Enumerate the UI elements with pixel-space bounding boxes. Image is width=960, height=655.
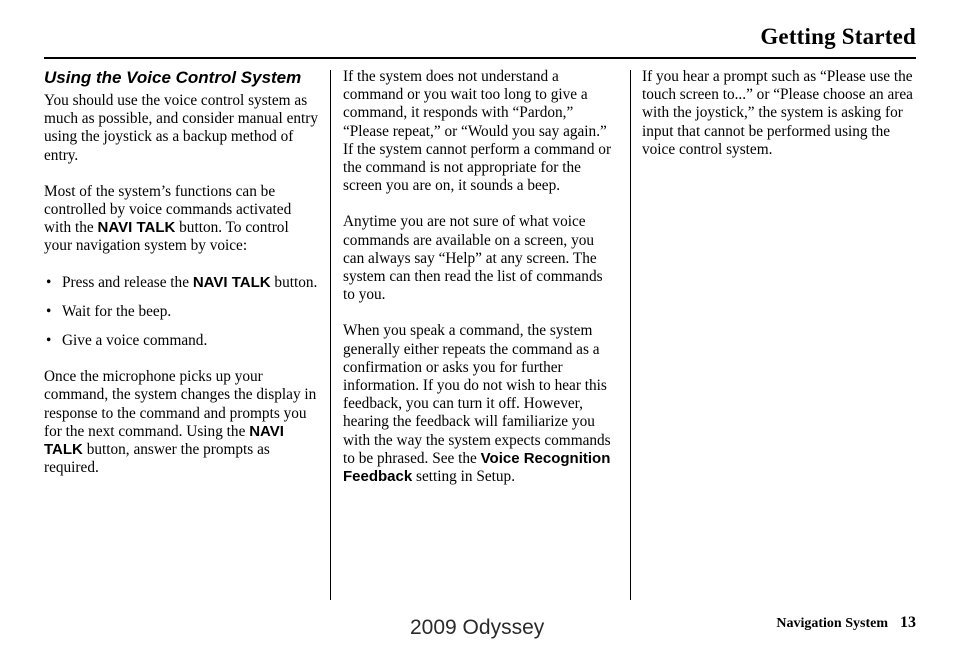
voice-recognition-feedback-setting-label: Voice Recognition Feedback xyxy=(343,449,611,486)
column-left xyxy=(44,68,319,495)
page-number: 13 xyxy=(900,614,916,631)
paragraph xyxy=(44,183,319,256)
paragraph: Anytime you are not sure of what voice commands are available on a screen, you can always say “Help” at any screen. The system can then read the list of commands to you. xyxy=(343,213,603,304)
list-item: • Give a voice command. xyxy=(44,332,319,350)
list-item xyxy=(44,274,319,292)
text: setting in Setup. xyxy=(412,468,516,486)
text: Once the microphone picks up your command, the system changes the display in response to the command and prompts you for the next command. Using the xyxy=(44,368,317,440)
paragraph xyxy=(44,368,319,477)
navi-talk-button-label: NAVI TALK xyxy=(192,273,271,291)
text: Press and release the xyxy=(62,273,193,291)
column-right xyxy=(642,68,917,177)
text: button, answer the prompts as required. xyxy=(44,441,270,477)
navi-talk-button-label: NAVI TALK xyxy=(97,219,176,237)
page-title: Getting Started xyxy=(760,24,916,49)
text: Most of the system’s functions can be controlled by voice commands activated with the xyxy=(44,182,292,237)
navi-talk-button-label: NAVI TALK xyxy=(44,422,284,459)
paragraph xyxy=(343,322,618,486)
footer-label: Navigation System xyxy=(776,616,888,631)
paragraph: If the system does not understand a command or you wait too long to give a command, it responds with “Pardon,” “Please repeat,” or “Would you say again.” If the system cannot perform a command or the command is not appropriate for the screen you are on, it sounds a beep. xyxy=(343,68,612,195)
header-rule xyxy=(44,57,916,59)
section-heading: Using the Voice Control System xyxy=(44,68,302,87)
column-divider xyxy=(630,70,631,600)
page-footer xyxy=(776,614,916,632)
bullet-list xyxy=(44,274,319,351)
paragraph: You should use the voice control system as much as possible, and consider manual entry using the joystick as a backup method of entry. xyxy=(44,92,318,164)
column-divider xyxy=(330,70,331,600)
text: button. To control your navigation system by voice: xyxy=(44,219,289,255)
paragraph: If you hear a prompt such as “Please use the touch screen to...” or “Please choose an area with the joystick,” the system is asking for input that cannot be performed using the voice control system. xyxy=(642,68,913,158)
column-middle xyxy=(343,68,618,504)
watermark: 2009 Odyssey xyxy=(410,616,545,639)
list-item: • Wait for the beep. xyxy=(44,303,319,321)
text: When you speak a command, the system generally either repeats the command as a confirmation or asks you for further information. If you do not wish to hear this feedback, you can turn it off. However, hearing the feedback will familiarize you with the way the system expects commands to be phrased. See the xyxy=(343,322,611,467)
text: button. xyxy=(270,273,318,291)
